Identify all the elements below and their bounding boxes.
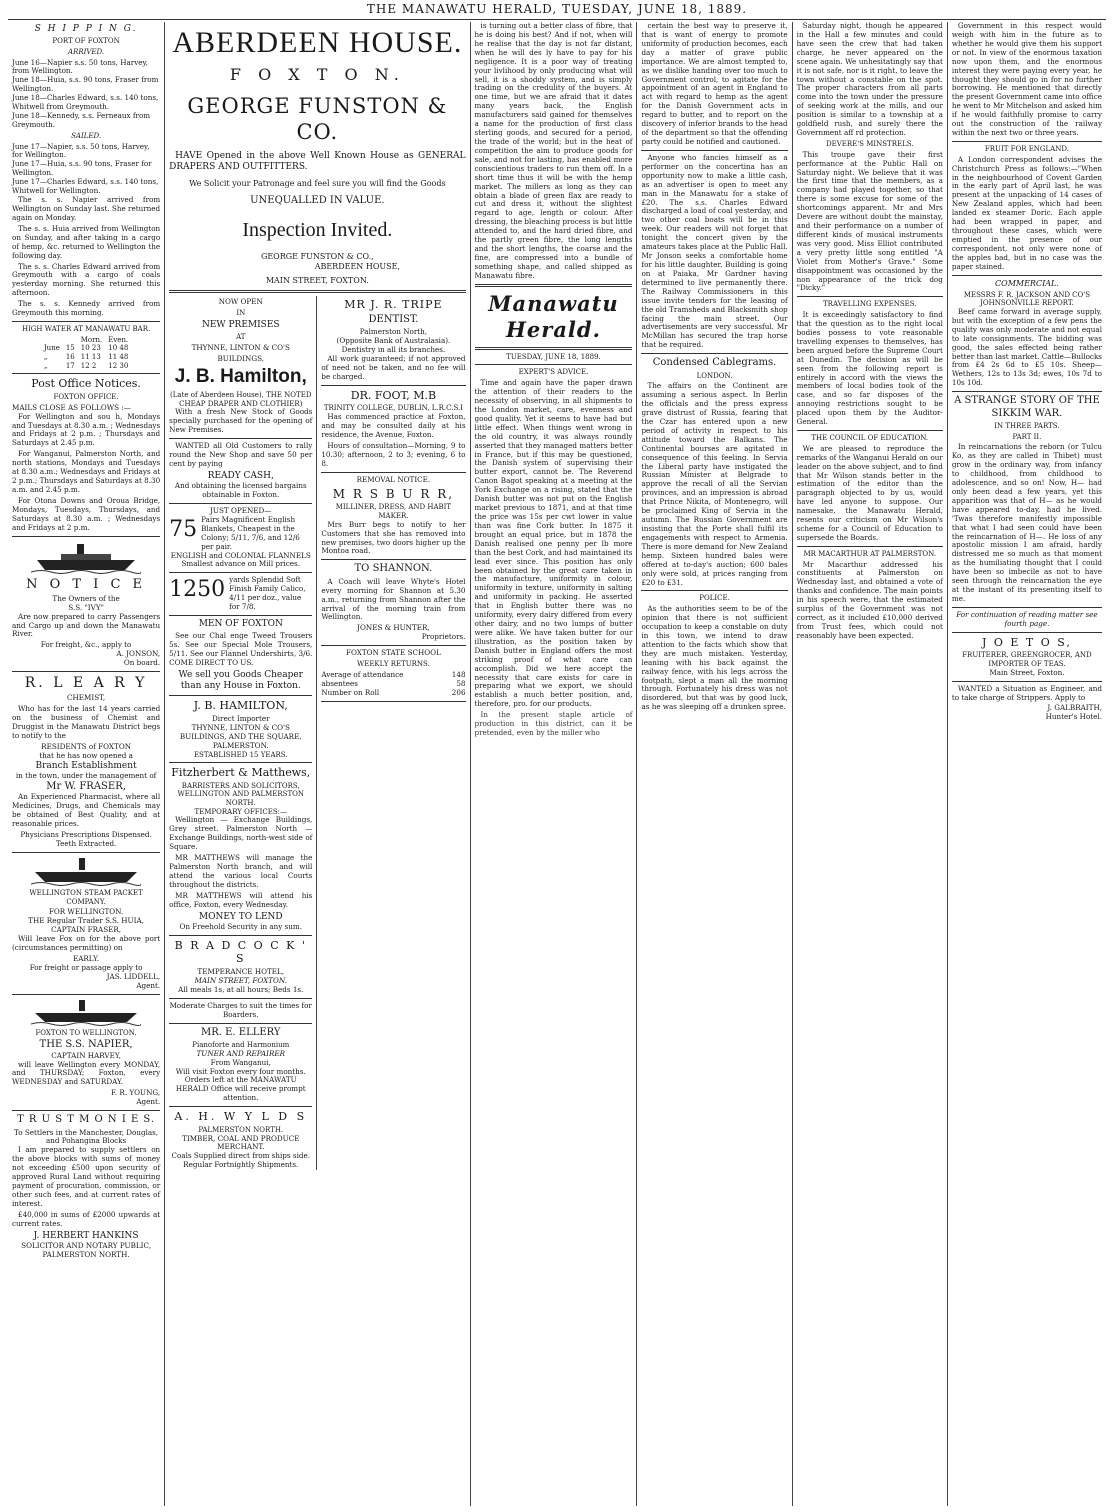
columns [8,22,1106,1506]
roll-value: 206 [451,687,466,697]
number-1250: 1250 [169,577,226,603]
tripe-title: MR J. R. TRIPE [344,298,443,312]
mail-item: For Wanganui, Palmerston North, and north stations, Mondays and Tuesdays at 8.30 a.m.; Wednesdays and Fridays at 2 p.m.; Thursdays and Saturdays at 8.30 a.m. and 2.45 p.m. [12,449,161,495]
issue-date: TUESDAY, JUNE 18, 1889. [506,352,601,361]
leary-text: Mr W. FRASER, [46,781,126,792]
leary-text: Who has for the last 14 years carried on the business of Chemist and Druggist in the Manawatu District begs to notify to the [12,704,161,741]
attendance-value: 148 [451,669,466,679]
notice-title: N O T I C E [26,576,147,592]
sailed-heading: SAILED. [71,131,102,140]
napier-line: F. R. YOUNG, [111,1088,161,1098]
chemist-heading: CHEMIST, [67,693,106,703]
macarthur-text: Mr Macarthur addressed his constituents at Palmerston on Wednesday last, and obtained a vote of thanks and confidence. The main points in his speech were, that the estimated surplus of the Government was not correct, as it included £10,000 derived from Trust fees, which could not reasonably have been expected. [796,559,943,640]
shipping-note: The s. s. Kennedy arrived from Greymouth this morning. [12,299,161,318]
mail-item: MAILS CLOSE AS FOLLOWS :— [12,402,131,412]
story-title: A STRANGE STORY OF THE SIKKIM WAR. [954,395,1100,419]
trust-line: To Settlers in the Manchester, Douglas, and Pohangina Blocks [14,1127,159,1146]
leary-text: in the town, under the management of [15,771,157,781]
solicit-text: We Solicit your Patronage and feel sure you will find the Goods [189,179,446,189]
arrival-item: June 18—Charles Edward, s.s. 140 tons, Whitwell from Greymouth. [12,93,159,112]
travelling-heading: TRAVELLING EXPENSES. [823,300,917,309]
leary-text: An Experienced Pharmacist, where all Medicines, Drugs, and Chemicals may be obtained of Best Quality, and at reasonable prices. [12,792,161,829]
police-heading: POLICE. [699,594,730,603]
napier-line: CAPTAIN HARVEY, [51,1050,121,1060]
shipping-note: The s. s. Napier arrived from Wellington on Sunday last. She returned again on Monday. [12,195,161,222]
shannon-title: TO SHANNON. [354,563,433,575]
london-heading: LONDON. [696,371,733,380]
macarthur-heading: MR MACARTHUR AT PALMERSTON. [803,549,937,558]
tide-row: „ 16 11 13 11 48 [43,353,129,362]
col2-split [169,296,465,1170]
steam-line: Will leave Fox on for the above port (circumstances permitting) on [12,934,161,952]
high-water-heading: HIGH WATER AT MANAWATU BAR. [21,325,151,334]
steamship-icon [31,856,141,886]
leary-text: that he has now opened a [39,751,133,760]
column-4 [637,22,792,1506]
commercial-heading: COMMERCIAL. [995,278,1059,288]
ivy-line: Are now prepared to carry Passengers and Cargo up and down the Manawatu River. [12,611,161,639]
fruit-heading: FRUIT FOR ENGLAND. [984,144,1069,153]
napier-title: FOXTON TO WELLINGTON. [35,1028,137,1037]
ivy-line: On board. [123,658,161,668]
steam-line: FOR WELLINGTON. [48,907,124,917]
column-5 [793,22,948,1506]
council-text: We are pleased to reproduce the remarks of the Wanganui Herald on our leader on the above subject, and to find that Mr Wilson stands better in the estimation of the editor than the paragraph objected to by us, would have led anyone to suppose. Our namesake, the Manawatu Herald, resents our criticism on Mr Wilson's scheme for a Council of Education to supersede the Boards. [796,443,943,542]
steam-title: WELLINGTON STEAM PACKET COMPANY. [29,888,143,906]
article-text: certain the best way to preserve it, that is want of energy to promote uniformity of production becomes, each day a matter of grave public importance. We are almost tempted to, as we dislike handing over too much to Government control, to agitate for the appointment of an agent in England to act with regard to hemp as the agent for the Danish Government acts in regard to butter, and to report on the discovery of inferior brands to the head of the department so that the offending party could be notified and cautioned. [641,22,788,146]
expert-heading: EXPERT'S ADVICE. [518,368,589,377]
trust-line: I am prepared to supply settlers on the above blocks with sums of money not exceeding £500 upon security of approved Rural Land without requiring payment of procuration, commission, or other such fees, and at current rates of interest. [12,1145,161,1208]
joe-title: J O E T O S, [981,635,1072,649]
ivy-line: The Owners of the [52,593,120,603]
continuation-note: For continuation of reading matter see fourth page. [956,609,1098,628]
local-news: Anyone who fancies himself as a performer on the concertina has an opportunity now to make a little cash, as an advertiser is open to meet any man in the Manawatu for a stake of £20. The s.s. Charles Edward discharged a load of coal yesterday, and two other coal boats will be in this week. Our readers will not forget that tonight the concert given by the amateurs takes place at the Public Hall. Mr Jonson seeks a comfortable home for his little daughter. Building is going on at Paiaka, Mr Gardner having determined to live permanently there. The Railway Commissioners in this issue invite tenders for the leasing of the old Tramsheds and Blacksmith shop facing the main street. Our advertisements are very successful. Mr McMillan has secured the trap horse that he required. [641,152,788,350]
ivy-line: S.S. "IVY" [68,602,104,612]
opened-text: HAVE Opened in the above Well Known House as GENERAL DRAPERS AND OUTFITTERS. [169,151,466,173]
funston-sign: GEORGE FUNSTON & CO., [260,252,374,262]
leary-text: Physicians Prescriptions Dispensed. [20,830,152,840]
shipping-title: S H I P P I N G. [34,24,138,34]
tide-row: June 15 10 23 10 48 [43,344,129,353]
tide-table: Morn. Even. June 15 10 23 10 48 „ 16 11 13 11 48 „ 17 12 2 12 30 [41,336,131,371]
leary-text: RESIDENTS of FOXTON [41,742,131,752]
mail-item: For Wellington and sou h, Mondays and Tuesdays at 8.30 a.m. ; Wednesdays and Fridays at 2 p.m. ; Thursdays and Saturdays at 2.45 p.m. [12,411,161,448]
unequalled-text: UNEQUALLED IN VALUE. [250,195,385,207]
napier-line: Agent. [136,1097,161,1107]
trust-line: J. HERBERT HANKINS [33,1230,139,1241]
article-text: is turning out a better class of fibre, that he is doing his best? And if not, when will he realise that the day is not far distant, when he will des ly have to pay for his negligence. It is a poor way of treating your livlihood by only producing what will sell, it is a shoddy system, and is simply trading on the credulity of the buyers. At one time, but we are afraid that it dates many years back, the English manufacturers said gained for themselves a name for the production of first class sterling goods, and secured for a period, the trade of the world; but in the heat of competition the aim to produce goods for sale, and not for lasting, has enabled more conscientious traders to run them off. In a short time thus it will be with the hemp market. The millers as long as they can obtain a blade of green flax are ready to cut and dress it, without the slightest regard to age, length or colour. After dressing, the bleaching process is but little attended to, and the hard dried fibre, and the partly green fibre, the long lengths and the short lengths, the coarse and the fine, are compressed into a bundle of something shape, and called shipped as Manawatu fibre. [474,22,633,280]
now-open: NOW OPEN [218,297,263,307]
commercial-sub: MESSRS F. R. JACKSON AND CO'S JOHNSONVILLE REPORT. [963,290,1090,308]
commercial-text: Beef came forward in average supply, but with the exception of a few pens the quality was only moderate and not equal to late consignments. The bidding was good, the sales effected being rather better than last market. Cattle—Bullocks from £4 2s 6d to £5 10s. Sheep—Wethers, 12s to 13s 3d; ewes, 10s 7d to 10s 10d. [951,306,1102,388]
cable-text: The affairs on the Continent are assuming a serious aspect. In Berlin the officials and the press express grave distrust of Russia, fearing that the Czar has entered upon a new period of activity in respect to his attitude toward the Balkans. The Continental bourses are agitated in consequence of this feeling. In Servia the Liberal party have instigated the Russian Minister at Belgrade to approve the recall of all the Servian provinces, and an impression is abroad that Prince Nikita, of Montenegro, will be proclaimed King of Servia in the autumn. The Russian Government are insisting that the Porte shall fulfil its engagements with respect to Armenia. There is more demand for New Zealand hemp. Sixteen hundred bales were offered at to-day's auction; 600 bales only were sold, at prices ranging from £20 to £31. [641,381,788,587]
trust-line: £40,000 in sums of £2000 upwards at current rates. [12,1209,161,1228]
arrival-item: June 18—Huia, s.s. 90 tons, Fraser from Wellington. [12,75,159,94]
steam-line: EARLY. [72,953,100,963]
sailing-item: June 17—Napier, s.s. 50 tons, Harvey, for Wellington. [12,141,150,160]
tide-row: „ 17 12 2 12 30 [43,361,129,370]
devere-heading: DEVERE'S MINSTRELS. [825,139,914,148]
leary-text: Branch Establishment [35,760,137,771]
school-title: FOXTON STATE SCHOOL [346,648,441,658]
steam-line: CAPTAIN FRASER, [51,925,122,935]
sailing-item: June 17—Charles Edward, s.s. 140 tons, Whitwell for Wellington. [12,177,159,196]
devere-text: This troupe gave their first performance at the Public Hall on Saturday night. We believe that it was the first time that the members, as a company had played together, so that there is some excuse for some of the shortcomings apparent. Mr and Mrs Devere are without doubt the mainstay, and their performance on a number of different kinds of musical instruments was very good. Miss Elliot contributed a very pretty little song entitled "A Violet from Mother's Grave." Some disappointment was occasioned by the non appearance of the trick dog "Dicky." [796,149,943,293]
leary-text: Teeth Extracted. [55,839,117,848]
trust-line: PALMERSTON NORTH. [42,1249,130,1259]
arrival-item: June 16—Napier s.s. 50 tons, Harvey, from Wellington. [12,57,148,76]
article-text: Saturday night, though he appeared in the Hall a few minutes and could have seen the crew that had taken charge, he never appeared on the scene again. We unhesitatingly say that it is not safe, nor is it right, to leave the town without a constable on the spot. The proper characters from all parts come into the town under the pressure of seeking work at the mills, and our position is similar to a township at a goldfield rush, and surely there the Government aff rd protection. [796,22,943,138]
aberdeen-title: ABERDEEN HOUSE. [172,26,463,59]
police-text: As the authorities seem to be of the opinion that there is not sufficient occupation to keep a constable on duty in this town, we intend to draw attention to the facts which show that they are much mistaken. Yesterday, leaning with his back against the railway fence, with his legs across the footpath, slept a man all the morning through. Fortunately his dress was not disordered, but that was by good luck, as he was sleeping off a drunken spree. [641,604,788,712]
masthead: THE MANAWATU HERALD, TUESDAY, JUNE 18, 1889. [8,2,1106,20]
ivy-line: For freight, &c., apply to [40,640,132,650]
steam-line: JAS. LIDDELL, [106,971,161,981]
council-heading: THE COUNCIL OF EDUCATION. [811,434,929,443]
fitzherbert-title: Fitzherbert & Matthews, [171,766,311,780]
arrived-heading: ARRIVED. [68,47,105,56]
column-6: Government in this respect would weigh with him in the future as to whether he would give them his support or not. In view of the enormous taxation now upon them, and the enormous interest they were paying every year, he thought they should go in for no further borrowing. He mentioned that directly the present Government came into office he went to Mr Mitchelson and asked him if he would faithfully promise to carry out the construction of the railway within the next two or three years. FRUIT FOR ENGLAND. A London correspondent advises the Christchurch Press as follows:—"When in the neighbourhood of Covent Garden in the early part of April last, he was present at the unpacking of 14 cases of New Zealand apples, which had been landed ex steamer Doric. Each apple had been wrapped in paper, and throughout these cases, which were emptied in the presence of our correspondent, not only were none of the apples bad, but in no case was the paper stained. COMMERCIAL. MESSRS F. R. JACKSON AND CO'S JOHNSONVILLE REPORT. Beef came forward in average supply, but with the exception of a few pens the quality was only moderate and not equal to late consignments. The bidding was good, the sales effected being rather better than last market. Cattle—Bullocks from £4 2s 6d to £5 10s. Sheep—Wethers, 12s to 13s 3d; ewes, 10s 7d to 10s 10d. A STRANGE STORY OF THE SIKKIM WAR. IN THREE PARTS. PART II. In reincarnations the reborn (or Tulcu Ko, as they are called in Thibet) must grow in the ordinary way, from infancy to childhood, from childhood to adolescence, and so on! Now, H— had only been dead a few years, yet this apparition was that of H— as he would have appeared to-day, had he lived. 'Twas therefore manifestly impossible that what I had seen could have been the reincarnation of H—. He loss of any apostolic mission I am afraid, hardly distressed me so much as that moment as the humiliating thought that I could have been so imbecile as not to have seen through the reincarnation the eye at the instant of its presenting itself to me. For continuation of reading matter see fourth page. J O E T O S, FRUITERER, GREENGROCER, AND IMPORTER OF TEAS. Main Street, Foxton. WANTED a Situation as Engineer, and to take charge of Strippers. Apply to J. GALBRAITH, Hunter's Hotel. [951,22,1102,722]
funston-sign: ABERDEEN HOUSE, [314,262,400,272]
steam-line: For freight or passage apply to [29,962,143,972]
number-75: 75 [169,516,198,542]
sailing-item: June 17—Huia, s.s. 90 tons, Fraser for Wellington. [12,159,152,178]
trust-title: T R U S T M O N I E S. [17,1114,156,1126]
shipping-note: The s. s. Huia arrived from Wellington on Sunday, and after taking in a cargo of hemp, &c. returned to Wellington the following day. [12,223,161,260]
arrival-item: June 18—Kennedy, s.s. Ferneaux from Greymouth. [12,111,151,129]
foot-title: DR. FOOT, M.B [350,388,437,402]
column-3: is turning out a better class of fibre, that he is doing his best? And if not, when will he realise that the day is not far distant, when he will des ly have to pay for his negligence. It is a poor way of treating your livlihood by only producing what will sell, it is a shoddy system, and is simply trading on the credulity of the buyers. At one time, but we are afraid that it dates many years back, the English manufacturers said gained for themselves a name for the production of first class sterling goods, and secured for a period, the trade of the world; but in the heat of competition the aim to produce goods for sale, and not for lasting, has enabled more conscientious traders to run them off. In a short time thus it will be with the hemp market. The millers as long as they can obtain a blade of green flax are ready to cut and dress it, without the slightest regard to age, length or colour. After dressing, the bleaching process is but little attended to, and the hard dried fibre, and the partly green fibre, the long lengths and the short lengths, the coarse and the fine, are compressed into a bundle of something shape, and called shipped as Manawatu fibre. Manawatu Herald. TUESDAY, JUNE 18, 1889. EXPERT'S ADVICE. Time and again have the paper drawn the attention of their readers to the necessity of observing, in all shipments to the London market, care, evenness and good quality. Yet it seems to have had but little effect. When things went wrong in the old country, it was always roundly asserted that they managed matters better in France, but if this may be questioned, the Danish system of supervising their butter export, cannot be. The Reverend Canon Bagot speaking at a meeting at the York Exchange on a rising, stated that the Danish butter was not put on the English market previous to 1871, and at that time the price was 15s per cwt lower in value than was fine Cork butter. In 1875 it brought an equal price, but in 1878 the Danish realised one penny per lb more than the best Cork, and had maintained its lead ever since. This position has only been obtained by the great care taken in the manufacture, uniformity in colour, uniformity in texture, uniformity in salting and uniformity in packing. He asserted that in English butter there was no uniformity, every dairy differed from every other dairy, and no two lumps of butter were alike. We have taken butter for our illustration, as the position taken by Danish butter in England offers the most striking proof of what care can accomplish. Did we here accept the necessity that care exists for care in preparing what we export, we should establish a much better position, and, therefore, pro. for our products. In the present staple article of production in this district, can it be pretended, even by the miller who [471,22,638,1506]
steam-line: Agent. [136,980,161,990]
post-office-title: Post Office Notices. [31,377,141,391]
article-text: Time and again have the paper drawn the attention of their readers to the necessity of observing, in all shipments to the London market, care, evenness and good quality. Yet it seems to have had but little effect. When things went wrong in the old country, it was always roundly asserted that they managed matters better in France, but if this may be questioned, the Danish system of supervising their butter export, cannot be. The Reverend Canon Bagot speaking at a meeting at the York Exchange on a rising, stated that the Danish butter was not put on the English market previous to 1871, and at that time the price was 15s per cwt lower in value than was fine Cork butter. In 1875 it brought an equal price, but in 1878 the Danish realised one penny per lb more than the best Cork, and had maintained its lead ever since. This position has only been obtained by the great care taken in the manufacture, uniformity in colour, uniformity in texture, uniformity in salting and uniformity in packing. He asserted that in English butter there was no uniformity, every dairy differed from every other dairy, and no two lumps of butter were alike. We have taken butter for our illustration, as the position taken by Danish butter in England offers the most striking proof of what care can accomplish. Did we here accept the necessity that care exists for care in preparing what we export, we should establish a much better position, and, therefore, pro. for our products. [474,378,633,709]
col2-left: NOW OPEN IN NEW PREMISES AT THYNNE, LINTON & CO'S BUILDINGS, J. B. Hamilton, (Late of Aberdeen House), THE NOTED CHEAP DRAPER AND CLOTHIER) With a fresh New Stock of Goods specially purchased for the opening of New Premises. WANTED all Old Customers to rally round the New Shop and save 50 per cent by paying READY CASH, And obtaining the licensed bargains obtainable in Foxton. JUST OPENED— 75 Pairs Magnificent English Blankets, Cheapest in the Colony; 5/11, 7/6, and 12/6 per pair. ENGLISH and COLONIAL FLANNELS Smallest advance on Mill prices. 1250 yards Splendid Soft Finish Family Calico, 4/11 per doz., value for 7/8. MEN OF FOXTON See our Chal enge Tweed Trousers 5s. See our Special Mole Trousers, 5/11. See our Flannel Undershirts, 3/6. COME DIRECT TO US. We sell you Goods Cheaper than any House in Foxton. J. B. HAMILTON, Direct Importer THYNNE, LINTON & CO'S BUILDINGS, AND THE SQUARE, PALMERSTON. ESTABLISHED 15 YEARS. Fitzherbert & Matthews, BARRISTERS AND SOLICITORS, WELLINGTON AND PALMERSTON NORTH. TEMPORARY OFFICES:— Wellington — Exchange Buildings, Grey street. Palmerston North —Exchange Buildings, north-west side of Square. MR MATTHEWS will manage the Palmerston North branch, and will attend the various local Courts throughout the districts. MR MATTHEWS will attend his office, Foxton, every Wednesday. MONEY TO LEND On Freehold Security in any sum. B R A D C O C K ' S TEMPERANCE HOTEL, MAIN STREET, FOXTON. All meals 1s, at all hours; Beds 1s. Moderate Charges to suit the times for Boarders. MR. E. ELLERY Pianoforte and Harmonium TUNER AND REPAIRER From Wanganui, Will visit Foxton every four months. Orders left at the MANAWATU HERALD Office will receive prompt attention. A. H. W Y L D S PALMERSTON NORTH. TIMBER, COAL AND PRODUCE MERCHANT. Coals Supplied direct from ships side. Regular Fortnightly Shipments. [169,296,317,1170]
hamilton-title: J. B. Hamilton, [174,366,307,388]
port-heading: PORT OF FOXTON [52,37,120,46]
funston-title: GEORGE FUNSTON & CO. [187,94,448,145]
post-office-sub: FOXTON OFFICE. [53,393,119,402]
napier-line: will leave Wellington every MONDAY, and THURSDAY; Foxton, every WEDNESDAY and SATURDAY. [12,1059,161,1087]
herald-logo: Manawatu Herald. [488,290,619,342]
inspection-title: Inspection Invited. [242,218,393,241]
col2-right: MR J. R. TRIPE DENTIST. Palmerston North, (Opposite Bank of Australasia). Dentistry in all its branches. All work guaranteed; if not approved of need not be taken, and no fee will be charged. DR. FOOT, M.B TRINITY COLLEGE, DUBLIN, L.R.C.S.I Has commenced practice at Foxton, and may be consulted daily at his residence, the Avenue, Foxton. Hours of consultation—Morning, 9 to 10.30; afternoon, 2 to 3; evening, 6 to 8. REMOVAL NOTICE. M R S B U R R, MILLINER, DRESS, AND HABIT MAKER. Mrs Burr begs to notify to her Customers that she has removed into new premises, two doors higher up the Montoa road. TO SHANNON. A Coach will leave Whyte's Hotel every morning for Shannon at 5.30 a.m., returning from Shannon after the arrival of the morning train from Wellington. JONES & HUNTER, Proprietors. FOXTON STATE SCHOOL WEEKLY RETURNS. Average of attendance 148 absentees 58 Number on Roll 206 [317,296,465,1170]
absentees-value: 58 [456,678,466,688]
article-text: Government in this respect would weigh with him in the future as to whether he would give them his support or not. In view of the enormous taxation now upon them, and the enormous interest they were paying every year, he thought they should go in for no further borrowing. He mentioned that directly the present Government came into office he went to Mr Mitchelson and asked him if he would faithfully promise to carry out the construction of the railway within the next two or three years. [951,22,1102,138]
napier-line: THE S.S. NAPIER, [39,1039,133,1051]
shipping-note: The s. s. Charles Edward arrived from Greymouth with a cargo of coals yesterday morning. She returned this afternoon. [12,261,161,298]
column-1 [8,22,165,1506]
column-2 [165,22,470,1506]
burr-title: M R S B U R R, [332,486,455,501]
wanted-ad: WANTED a Situation as Engineer, and to take charge of Strippers. Apply to [951,683,1102,702]
foxton-heading: F O X T O N. [229,65,405,85]
leary-title: R. L E A R Y [24,675,148,692]
trust-line: SOLICITOR AND NOTARY PUBLIC, [21,1240,152,1250]
bradcock-title: B R A D C O C K ' S [174,938,307,966]
funston-sign: MAIN STREET, FOXTON. [265,276,369,286]
steam-line: THE Regular Trader S.S. HUIA, [28,916,144,926]
story-text: In reincarnations the reborn (or Tulcu Ko, as they are called in Thibet) must grow in the ordinary way, from infancy to childhood, from childhood to adolescence, and so on! Now, H— had only been dead a few years, yet this apparition was that of H— as he would have appeared to-day, had he lived. 'Twas therefore manifestly impossible that what I had seen could have been the reincarnation of H—. He loss of any apostolic mission I am afraid, hardly distressed me so much as that moment as the humiliating thought that I could have been so imbecile as not to have seen through the reincarnation the eye at the instant of its presenting itself to me. [951,442,1102,603]
steamship-icon [31,998,141,1026]
steamship-icon [31,540,141,574]
fruit-text: A London correspondent advises the Christchurch Press as follows:—"When in the neighbourhood of Covent Garden in the early part of April last, he was present at the unpacking of 14 cases of New Zealand apples, which had been landed ex steamer Doric. Each apple had been wrapped in paper, and throughout these cases, which were emptied in the presence of our correspondent, not only were none of the apples bad, but in no case was the paper stained. [951,154,1102,271]
travelling-text: It is exceedingly satisfactory to find that the question as to the right local bodies possess to vote reasonable travelling expenses to themselves, has been argued before the Supreme Court at Dunedin. The decision as will be seen from the following report is entirely in accord with the views the members of local bodies took of the case, and so far disposes of the annoying restrictions sought to be placed upon them by the Auditor-General. [796,310,943,427]
ivy-line: A. JONSON, [116,649,161,659]
mail-item: For Otona Downs and Oroua Bridge, Mondays, Tuesdays, Thursdays, and Saturdays at 8.30 a.m. ; Wednesdays and Fridays at 2 p.m. [12,495,161,532]
cablegrams-title: Condensed Cablegrams. [652,357,777,369]
